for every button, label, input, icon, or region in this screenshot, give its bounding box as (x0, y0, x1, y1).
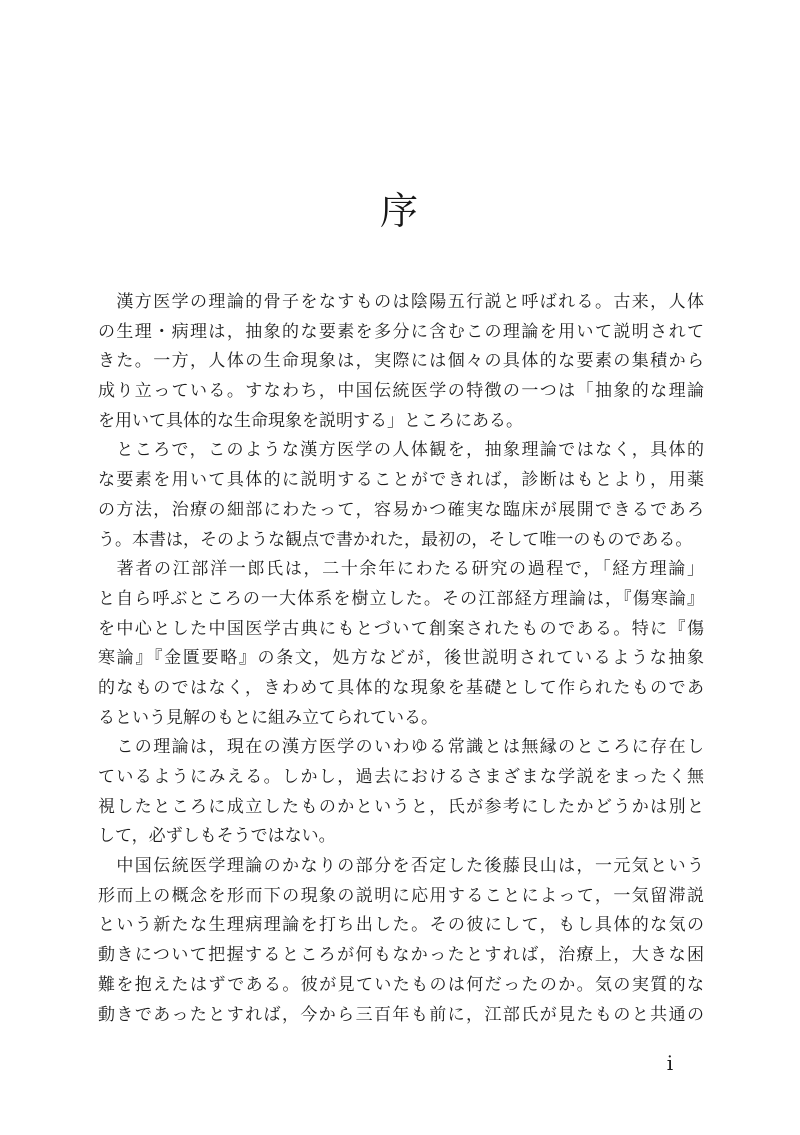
text-line: 的なものではなく，きわめて具体的な現象を基礎として作られたものであ (98, 677, 704, 698)
text-line: 視したところに成立したものかというと，氏が参考にしたかどうかは別と (98, 796, 704, 817)
text-line: と自ら呼ぶところの一大体系を樹立した。その江部経方理論は，『傷寒論』 (98, 588, 704, 609)
text-line: この理論は，現在の漢方医学のいわゆる常識とは無縁のところに存在し (98, 737, 704, 758)
text-line: う。本書は，そのような観点で書かれた，最初の，そして唯一のものである。 (98, 529, 693, 550)
text-line: して，必ずしもそうではない。 (98, 826, 336, 847)
text-line: ているようにみえる。しかし，過去におけるさまざまな学説をまったく無 (98, 767, 704, 787)
text-line: 中国伝統医学理論のかなりの部分を否定した後藤艮山は，一元気という (98, 856, 704, 877)
text-line: 漢方医学の理論的骨子をなすものは陰陽五行説と呼ばれる。古来，人体 (98, 292, 704, 312)
text-line: を中心とした中国医学古典にもとづいて創案されたものである。特に『傷 (98, 618, 704, 639)
text-line: 動きについて把握するところが何もなかったとすれば，治療上，大きな困 (98, 945, 704, 966)
text-line: の生理・病理は，抽象的な要素を多分に含むこの理論を用いて説明されて (98, 321, 704, 342)
text-line: 難を抱えたはずである。彼が見ていたものは何だったのか。気の実質的な (98, 974, 704, 995)
text-line: の方法，治療の細部にわたって，容易かつ確実な臨床が展開できるであろ (98, 499, 704, 520)
text-line: 著者の江部洋一郎氏は，二十余年にわたる研究の過程で，「経方理論」 (98, 559, 704, 580)
text-line: るという見解のもとに組み立てられている。 (98, 707, 438, 728)
text-line: 形而上の概念を形而下の現象の説明に応用することによって，一気留滞説 (98, 885, 704, 906)
text-line: ところで，このような漢方医学の人体観を，抽象理論ではなく，具体的 (98, 440, 704, 461)
page-number: i (666, 1051, 674, 1075)
page-title: 序 (379, 189, 420, 233)
text-line: を用いて具体的な生命現象を説明する」ところにある。 (98, 410, 523, 431)
text-line: きた。一方，人体の生命現象は，実際には個々の具体的な要素の集積から (98, 351, 704, 372)
text-line: という新たな生理病理論を打ち出した。その彼にして，もし具体的な気の (98, 915, 704, 936)
text-line: 成り立っている。すなわち，中国伝統医学の特徴の一つは「抽象的な理論 (98, 381, 704, 402)
text-line: 寒論』『金匱要略』の条文，処方などが，後世説明されているような抽象 (98, 648, 704, 669)
body-text (98, 288, 704, 1030)
text-line: 動きであったとすれば，今から三百年も前に，江部氏が見たものと共通の (98, 1004, 704, 1025)
text-line: な要素を用いて具体的に説明することができれば，診断はもとより，用薬 (98, 470, 704, 491)
